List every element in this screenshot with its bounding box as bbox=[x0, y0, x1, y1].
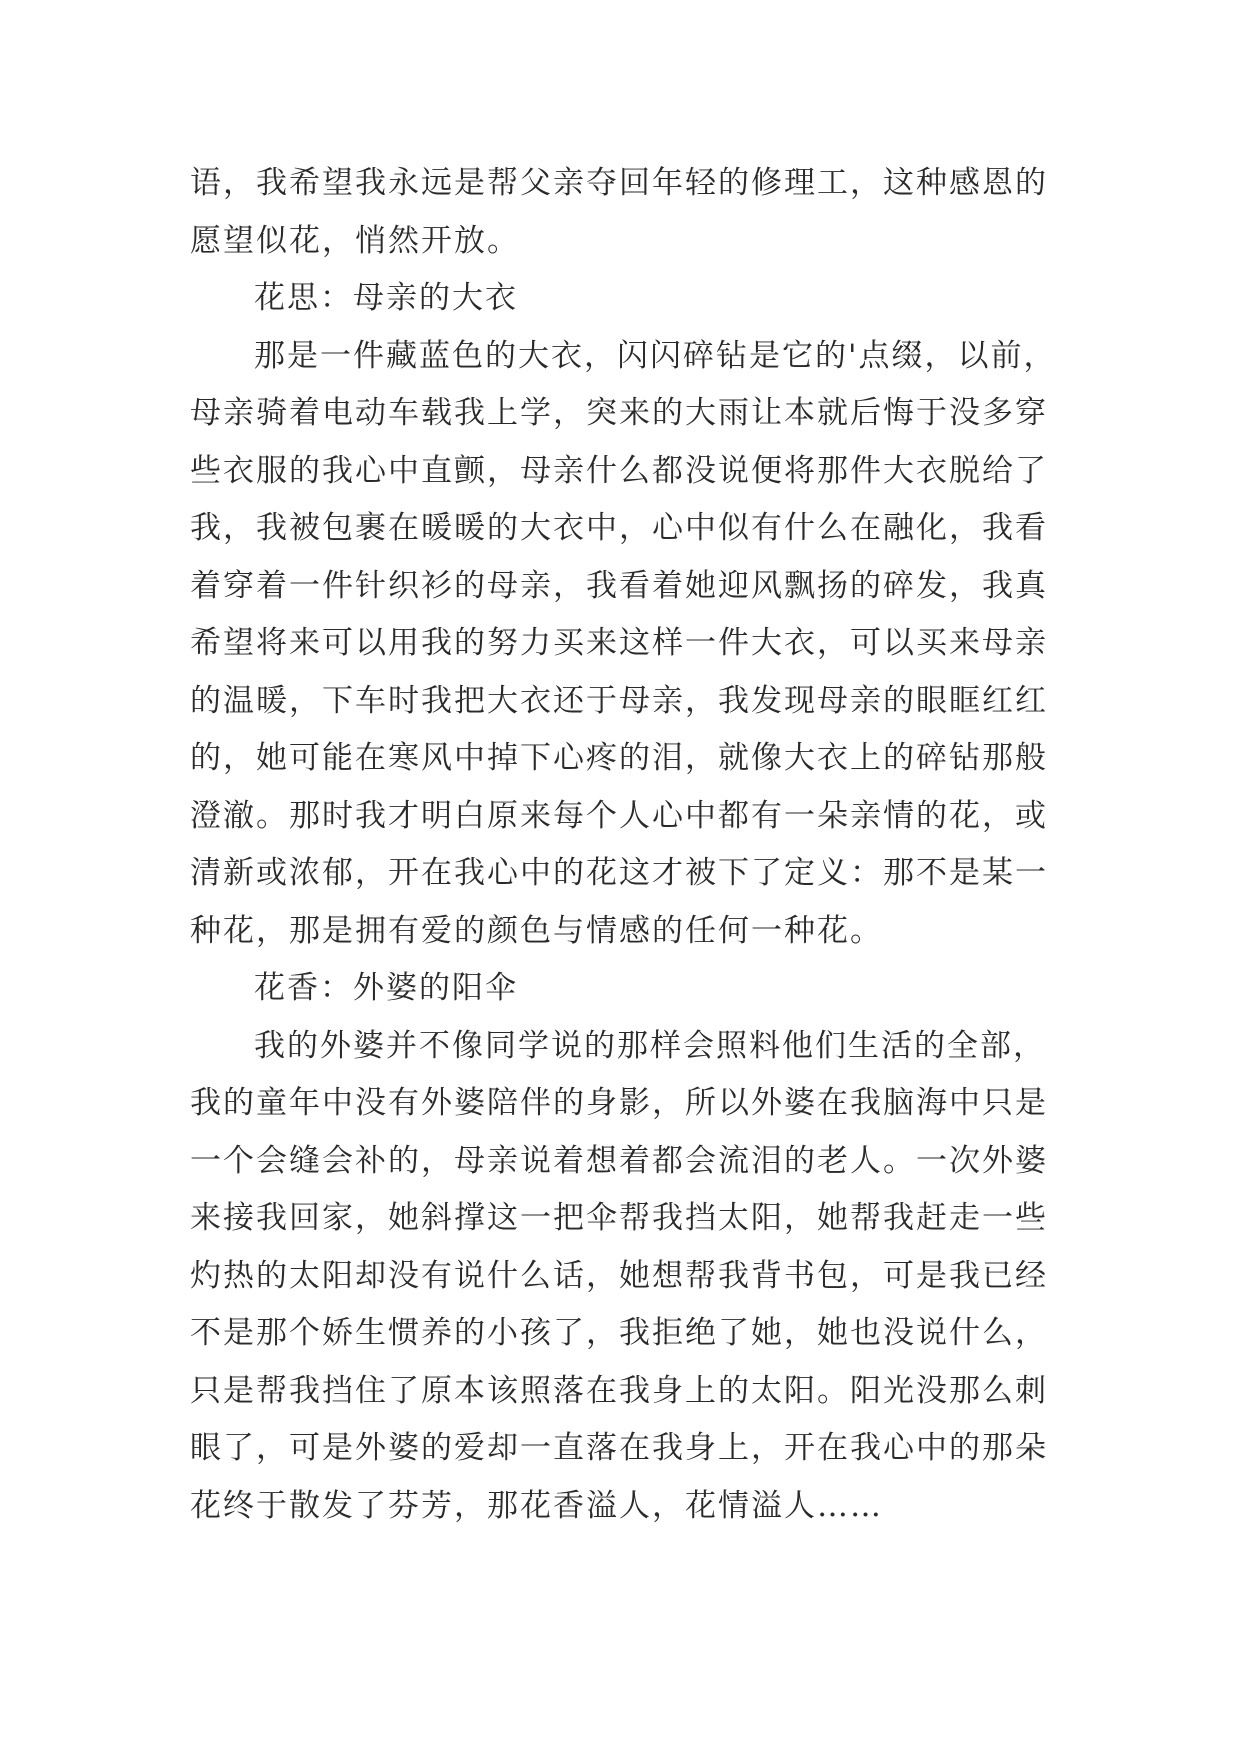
text-line: 那是一件藏蓝色的大衣，闪闪碎钻是它的'点缀，以前， bbox=[254, 337, 1057, 374]
text-line: 只是帮我挡住了原本该照落在我身上的太阳。阳光没那么刺 bbox=[190, 1372, 1048, 1409]
text-line: 种花，那是拥有爱的颜色与情感的任何一种花。 bbox=[190, 912, 883, 949]
text-line: 一个会缝会补的，母亲说着想着都会流泪的老人。一次外婆 bbox=[190, 1142, 1048, 1179]
text-line: 语，我希望我永远是帮父亲夺回年轻的修理工，这种感恩的 bbox=[190, 165, 1048, 201]
text-line: 我的童年中没有外婆陪伴的身影，所以外婆在我脑海中只是 bbox=[190, 1085, 1048, 1121]
text-line: 花终于散发了芬芳，那花香溢人，花情溢人…… bbox=[190, 1487, 883, 1524]
text-line: 母亲骑着电动车载我上学，突来的大雨让本就后悔于没多穿 bbox=[190, 395, 1048, 431]
text-line: 眼了，可是外婆的爱却一直落在我身上，开在我心中的那朵 bbox=[190, 1430, 1048, 1466]
text-line: 不是那个娇生惯养的小孩了，我拒绝了她，她也没说什么， bbox=[190, 1315, 1048, 1351]
text-line: 我，我被包裹在暖暖的大衣中，心中似有什么在融化，我看 bbox=[190, 510, 1048, 546]
text-line: 的温暖，下车时我把大衣还于母亲，我发现母亲的眼眶红红 bbox=[190, 682, 1048, 719]
text-line: 我的外婆并不像同学说的那样会照料他们生活的全部， bbox=[254, 1027, 1046, 1064]
section-heading: 花思：母亲的大衣 bbox=[254, 280, 518, 316]
text-line: 的，她可能在寒风中掉下心疼的泪，就像大衣上的碎钻那般 bbox=[190, 740, 1048, 776]
document-body bbox=[190, 155, 1070, 1535]
text-line: 希望将来可以用我的努力买来这样一件大衣，可以买来母亲 bbox=[190, 625, 1048, 661]
text-line: 澄澈。那时我才明白原来每个人心中都有一朵亲情的花，或 bbox=[190, 797, 1048, 834]
text-line: 灼热的太阳却没有说什么话，她想帮我背书包，可是我已经 bbox=[190, 1257, 1048, 1294]
text-line: 着穿着一件针织衫的母亲，我看着她迎风飘扬的碎发，我真 bbox=[190, 567, 1048, 604]
text-line: 清新或浓郁，开在我心中的花这才被下了定义：那不是某一 bbox=[190, 855, 1048, 891]
text-line: 愿望似花，悄然开放。 bbox=[190, 222, 520, 259]
text-line: 来接我回家，她斜撑这一把伞帮我挡太阳，她帮我赶走一些 bbox=[190, 1200, 1048, 1236]
text-line: 些衣服的我心中直颤，母亲什么都没说便将那件大衣脱给了 bbox=[190, 452, 1048, 489]
section-heading: 花香：外婆的阳伞 bbox=[254, 970, 518, 1006]
